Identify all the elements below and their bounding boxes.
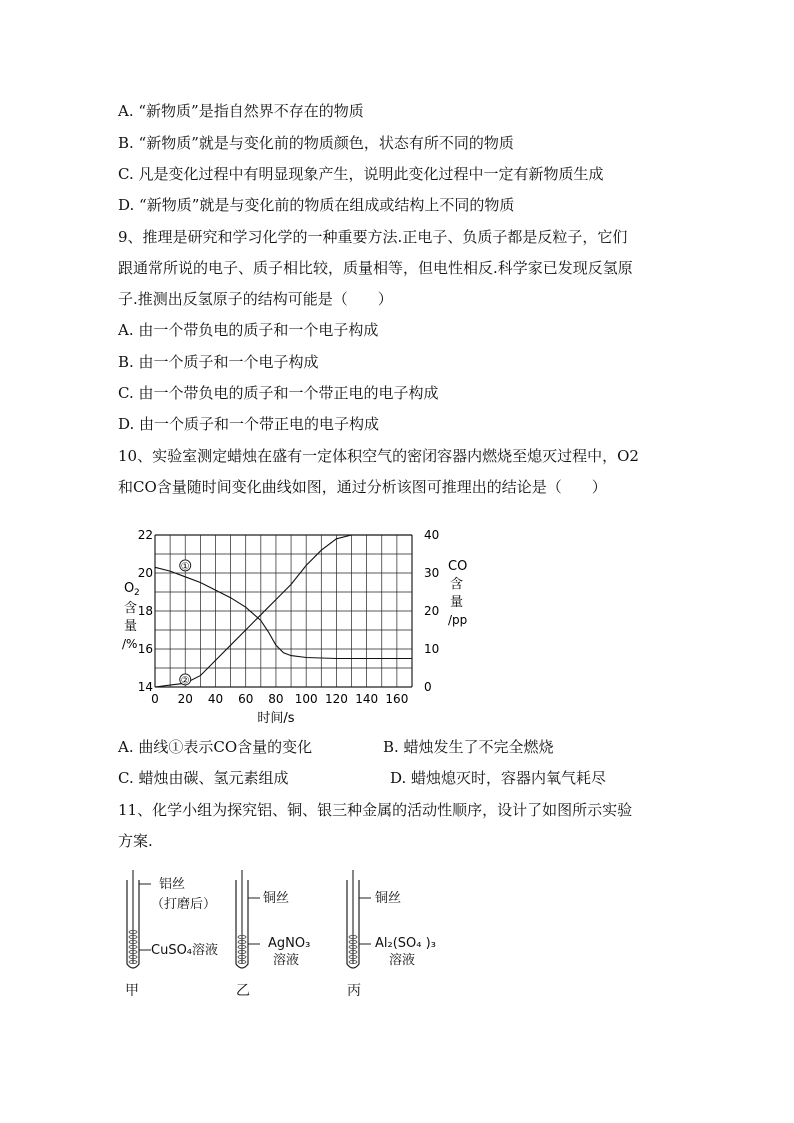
- x-axis-label: 时间/s: [257, 711, 295, 726]
- q9-stem-line2: 跟通常所说的电子、质子相比较，质量相等，但电性相反.科学家已发现反氢原: [118, 259, 633, 277]
- q8-option-b: B. “新物质”就是与变化前的物质颜色，状态有所不同的物质: [118, 134, 514, 152]
- q9-option-a: A. 由一个带负电的质子和一个电子构成: [118, 321, 379, 339]
- x-tick-label: 20: [177, 692, 193, 706]
- q10-option-b: B. 蜡烛发生了不完全燃烧: [383, 738, 554, 756]
- x-tick-label: 40: [207, 692, 224, 706]
- q10-option-a: A. 曲线①表示CO含量的变化: [118, 738, 313, 756]
- q11-stem-line1: 11、化学小组为探究铝、铜、银三种金属的活动性顺序，设计了如图所示实验: [118, 801, 633, 819]
- curve-2-label: ②: [180, 675, 190, 687]
- tube-yi: [236, 870, 310, 999]
- o2-co-chart: [110, 515, 490, 730]
- tube-bing-wire-label: 铜丝: [375, 891, 402, 906]
- tube-yi-wire-label: 铜丝: [263, 891, 290, 906]
- y-left-label-liang: 量: [124, 619, 138, 634]
- y-left-tick-label: 16: [137, 642, 153, 656]
- y-left-tick-label: 22: [137, 528, 153, 542]
- y-left-label-han: 含: [124, 601, 138, 616]
- q10-option-d: D. 蜡烛熄灭时，容器内氧气耗尽: [390, 769, 607, 787]
- tube-bing-solution-label: Al₂(SO₄ )₃: [375, 936, 436, 951]
- q10-option-c: C. 蜡烛由碳、氢元素组成: [118, 769, 289, 787]
- q8-option-a: A. “新物质”是指自然界不存在的物质: [118, 102, 364, 120]
- y-left-tick-label: 18: [137, 604, 153, 618]
- curve-1: [155, 567, 412, 658]
- y-right-tick-label: 20: [424, 604, 440, 618]
- q10-stem-line1: 10、实验室测定蜡烛在盛有一定体积空气的密闭容器内燃烧至熄灭过程中，O2: [118, 447, 639, 465]
- y-right-label-han: 含: [450, 577, 464, 592]
- y-left-label-o: O: [124, 581, 135, 596]
- y-right-tick-label: 30: [424, 566, 440, 580]
- q9-stem-line1: 9、推理是研究和学习化学的一种重要方法.正电子、负质子都是反粒子，它们: [118, 228, 628, 246]
- tube-jia-name: 甲: [125, 983, 139, 999]
- y-right-tick-label: 10: [424, 642, 440, 656]
- q8-option-c: C. 凡是变化过程中有明显现象产生，说明此变化过程中一定有新物质生成: [118, 165, 604, 183]
- y-right-label-unit: /pp: [448, 613, 468, 627]
- tube-bing-name: 丙: [347, 983, 361, 999]
- y-left-tick-label: 14: [137, 680, 153, 694]
- x-tick-label: 120: [324, 692, 348, 706]
- chart-grid: [155, 535, 412, 687]
- x-tick-label: 80: [268, 692, 284, 706]
- y-right-label-co: CO: [448, 559, 468, 574]
- q10-stem-line2: 和CO含量随时间变化曲线如图，通过分析该图可推理出的结论是（ ）: [118, 478, 607, 496]
- tube-bing: [347, 870, 436, 999]
- tube-yi-solution-note: 溶液: [273, 953, 300, 968]
- tube-jia: [125, 870, 218, 999]
- y-right-label-liang: 量: [450, 595, 464, 610]
- y-right-tick-label: 0: [424, 680, 432, 694]
- tube-jia-wire-note: （打磨后）: [151, 897, 217, 912]
- curve-1-label: ①: [180, 561, 190, 573]
- tube-bing-solution-note: 溶液: [389, 953, 416, 968]
- tube-jia-wire-label: 铝丝: [159, 877, 186, 892]
- q9-option-d: D. 由一个质子和一个带正电的电子构成: [118, 415, 380, 433]
- y-left-label-sub: 2: [134, 588, 140, 598]
- y-right-tick-label: 40: [424, 528, 440, 542]
- x-tick-label: 60: [238, 692, 254, 706]
- q9-stem-line3: 子.推测出反氢原子的结构可能是（ ）: [118, 290, 393, 308]
- q8-option-d: D. “新物质”就是与变化前的物质在组成或结构上不同的物质: [118, 196, 515, 214]
- q11-stem-line2: 方案.: [118, 832, 153, 850]
- q9-option-b: B. 由一个质子和一个电子构成: [118, 353, 319, 371]
- y-left-label-unit: /%: [122, 637, 138, 651]
- x-tick-label: 0: [151, 692, 159, 706]
- q9-option-c: C. 由一个带负电的质子和一个带正电的电子构成: [118, 384, 439, 402]
- test-tubes-figure: [115, 860, 455, 1005]
- tube-yi-name: 乙: [236, 983, 250, 999]
- x-tick-label: 100: [294, 692, 318, 706]
- x-tick-label: 160: [385, 692, 409, 706]
- x-tick-label: 140: [355, 692, 379, 706]
- tube-jia-solution-label: CuSO₄溶液: [151, 943, 219, 958]
- y-left-tick-label: 20: [137, 566, 153, 580]
- tube-yi-solution-label: AgNO₃: [268, 936, 311, 951]
